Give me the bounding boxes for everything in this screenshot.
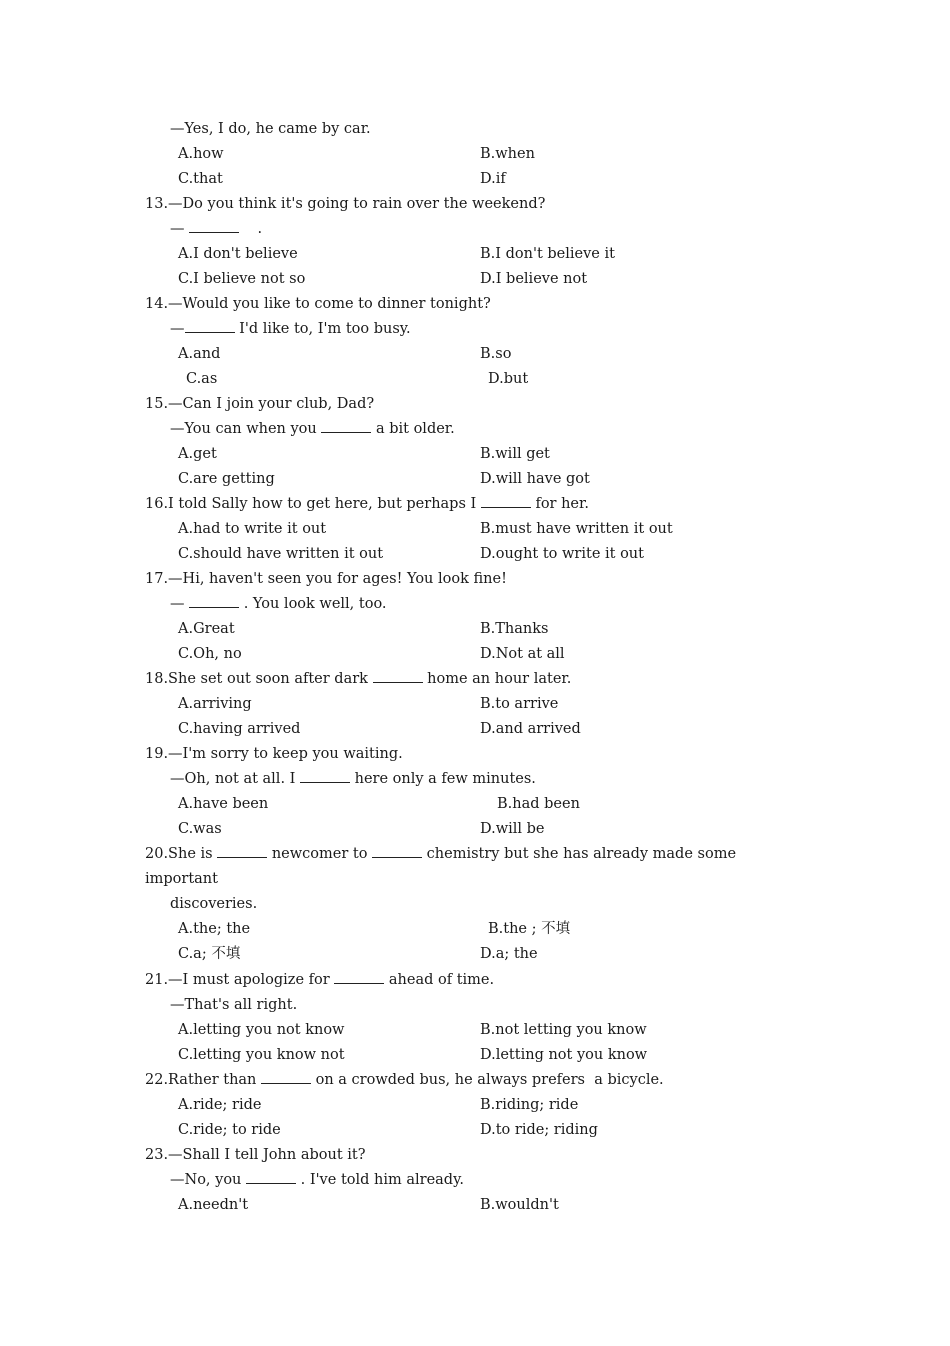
option-b: B.had been — [497, 796, 580, 812]
reply-post: . You look well, too. — [239, 596, 387, 612]
question-20-continued: important — [145, 871, 218, 887]
stem-post: for her. — [530, 496, 589, 512]
reply-line — [170, 592, 387, 617]
reply-pre: — — [170, 221, 185, 237]
option-d: D.and arrived — [480, 721, 581, 737]
reply-line — [170, 317, 411, 342]
stem-pre: 18.She set out soon after dark — [145, 671, 373, 687]
reply-pre: — — [170, 321, 185, 337]
option-a: A.have been — [178, 796, 269, 812]
option-d: D.will have got — [480, 471, 590, 487]
question-20-continued: discoveries. — [170, 896, 258, 912]
reply-pre: — — [170, 596, 190, 612]
option-c: C.Oh, no — [178, 646, 242, 662]
stem-pre: 21.—I must apologize for — [145, 972, 335, 988]
option-d: D.Not at all — [480, 646, 565, 662]
question-20 — [145, 842, 736, 867]
reply-line — [170, 1168, 464, 1193]
option-c: C.was — [178, 821, 222, 837]
option-b: B.will get — [480, 446, 550, 462]
reply-pre: —You can when you — [170, 421, 322, 437]
stem-post: ahead of time. — [384, 972, 495, 988]
question-17: 17.—Hi, haven't seen you for ages! You look fine! — [145, 571, 507, 587]
option-c: C.that — [178, 171, 223, 187]
option-a: A.get — [178, 446, 217, 462]
option-c: C.having arrived — [178, 721, 301, 737]
option-d: D.letting not you know — [480, 1047, 648, 1063]
option-a: A.letting you not know — [178, 1022, 345, 1038]
stem-pre: 16.I told Sally how to get here, but perhaps I — [145, 496, 481, 512]
option-b: B.the ; 不填 — [488, 921, 571, 937]
stem-pre: 22.Rather than — [145, 1072, 261, 1088]
option-d: D.but — [488, 371, 529, 387]
reply-post: here only a few minutes. — [350, 771, 536, 787]
reply-post: I'd like to, I'm too busy. — [234, 321, 411, 337]
blank — [372, 843, 422, 858]
reply-line — [170, 417, 455, 442]
blank — [246, 1169, 296, 1184]
blank — [481, 493, 531, 508]
option-c: C.are getting — [178, 471, 275, 487]
option-b: B.wouldn't — [480, 1197, 559, 1213]
blank — [185, 318, 235, 333]
reply-line — [170, 217, 262, 242]
option-d: D.if — [480, 171, 506, 187]
blank — [334, 969, 384, 984]
stem-part-3: chemistry but she has already made some — [422, 846, 737, 862]
option-d: D.I believe not — [480, 271, 588, 287]
blank — [261, 1069, 311, 1084]
option-b: B.so — [480, 346, 512, 362]
question-21 — [145, 968, 494, 993]
question-22 — [145, 1068, 664, 1093]
reply-pre: —Oh, not at all. I — [170, 771, 301, 787]
reply-pre: —No, you — [170, 1172, 247, 1188]
blank — [217, 843, 267, 858]
stem-part-1: 20.She is — [145, 846, 218, 862]
option-a: A.Great — [178, 621, 235, 637]
blank — [189, 218, 239, 233]
blank — [189, 593, 239, 608]
option-c: C.should have written it out — [178, 546, 384, 562]
question-18 — [145, 667, 571, 692]
option-a: A.the; the — [178, 921, 251, 937]
stem-post: on a crowded bus, he always prefers a bicycle. — [311, 1072, 664, 1088]
option-d: D.a; the — [480, 946, 538, 962]
option-c: C.as — [186, 371, 218, 387]
option-a: A.I don't believe — [178, 246, 298, 262]
question-13: 13.—Do you think it's going to rain over the weekend? — [145, 196, 546, 212]
blank — [373, 668, 423, 683]
option-b: B.when — [480, 146, 535, 162]
question-23: 23.—Shall I tell John about it? — [145, 1147, 366, 1163]
option-b: B.I don't believe it — [480, 246, 615, 262]
option-c: C.ride; to ride — [178, 1122, 281, 1138]
option-b: B.Thanks — [480, 621, 549, 637]
reply-post: a bit older. — [371, 421, 455, 437]
option-b: B.riding; ride — [480, 1097, 579, 1113]
option-a: A.needn't — [178, 1197, 249, 1213]
option-b: B.not letting you know — [480, 1022, 647, 1038]
reply-line — [170, 767, 536, 792]
blank — [321, 418, 371, 433]
reply-post: . — [257, 221, 263, 237]
option-c: C.a; 不填 — [178, 946, 241, 962]
question-14: 14.—Would you like to come to dinner tonight? — [145, 296, 491, 312]
option-a: A.how — [178, 146, 224, 162]
option-c: C.I believe not so — [178, 271, 306, 287]
option-a: A.ride; ride — [178, 1097, 262, 1113]
reply-post: . I've told him already. — [296, 1172, 464, 1188]
option-a: A.arriving — [178, 696, 252, 712]
answer-line: —Yes, I do, he came by car. — [170, 121, 371, 137]
option-d: D.ought to write it out — [480, 546, 644, 562]
option-c: C.letting you know not — [178, 1047, 345, 1063]
option-a: A.and — [178, 346, 221, 362]
option-d: D.to ride; riding — [480, 1122, 598, 1138]
blank — [300, 768, 350, 783]
stem-post: home an hour later. — [422, 671, 572, 687]
question-16 — [145, 492, 589, 517]
option-b: B.to arrive — [480, 696, 559, 712]
option-b: B.must have written it out — [480, 521, 673, 537]
question-19: 19.—I'm sorry to keep you waiting. — [145, 746, 403, 762]
option-d: D.will be — [480, 821, 545, 837]
stem-part-2: newcomer to — [267, 846, 373, 862]
option-a: A.had to write it out — [178, 521, 327, 537]
reply-line: —That's all right. — [170, 997, 298, 1013]
question-15: 15.—Can I join your club, Dad? — [145, 396, 375, 412]
